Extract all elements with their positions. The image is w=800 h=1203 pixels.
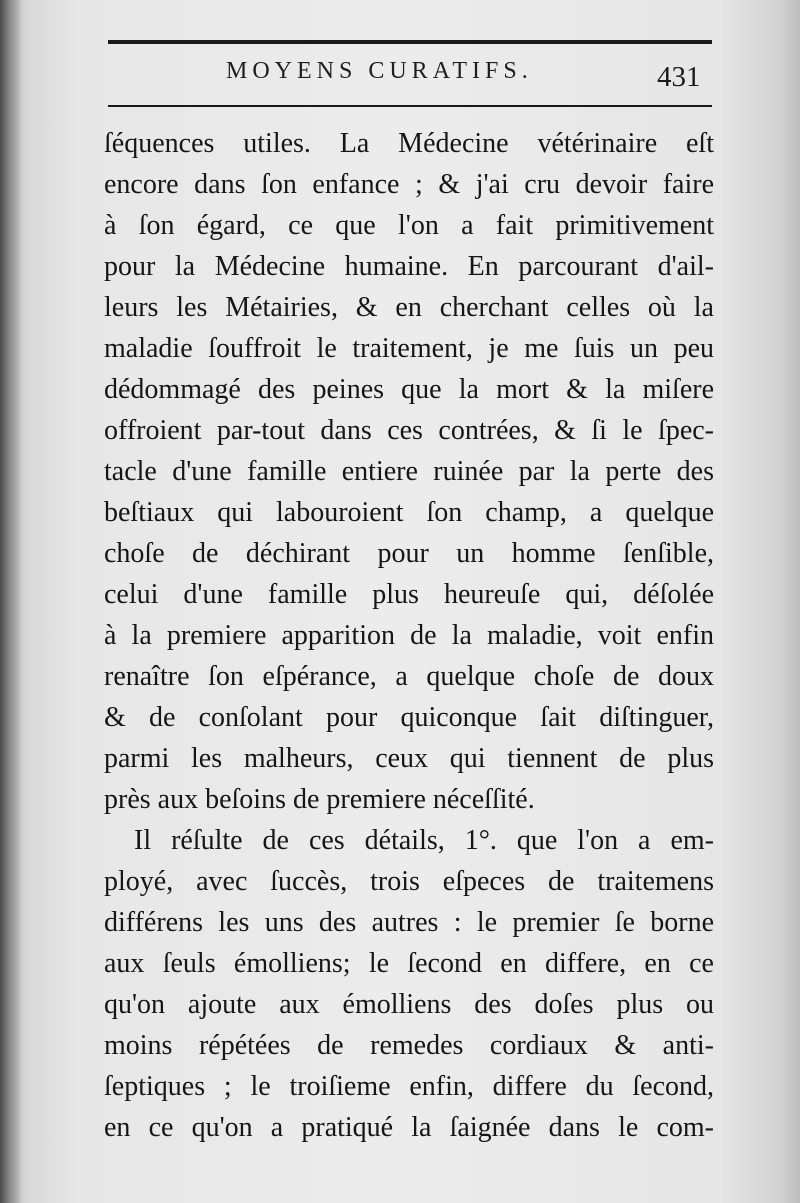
text-line: choſe de déchirant pour un homme ſenſible, xyxy=(104,538,714,569)
running-head: MOYENS CURATIFS. xyxy=(226,58,533,84)
text-line: près aux beſoins de premiere néceſſité. xyxy=(104,784,535,815)
text-line: renaître ſon eſpérance, a quelque choſe de doux xyxy=(104,661,714,692)
text-line: pour la Médecine humaine. En parcourant d'ail- xyxy=(104,251,714,282)
text-line: qu'on ajoute aux émolliens des doſes plus ou xyxy=(104,989,714,1020)
text-line: offroient par-tout dans ces contrées, & ſi le ſpec- xyxy=(104,415,714,446)
text-line: beſtiaux qui labouroient ſon champ, a quelque xyxy=(104,497,714,528)
text-line: celui d'une famille plus heureuſe qui, déſolée xyxy=(104,579,714,610)
text-line: dédommagé des peines que la mort & la miſere xyxy=(104,374,714,405)
header-rule-top xyxy=(108,40,712,44)
page-number: 431 xyxy=(657,61,701,93)
header-rule-bottom xyxy=(108,105,712,107)
text-line: & de conſolant pour quiconque ſait diſtinguer, xyxy=(104,702,714,733)
text-line: tacle d'une famille entiere ruinée par la perte des xyxy=(104,456,714,487)
text-line: à la premiere apparition de la maladie, voit enfin xyxy=(104,620,714,651)
text-line: moins répétées de remedes cordiaux & anti- xyxy=(104,1030,714,1061)
text-line: encore dans ſon enfance ; & j'ai cru devoir faire xyxy=(104,169,714,200)
text-line: ſéquences utiles. La Médecine vétérinaire eſt xyxy=(104,128,714,159)
text-line: parmi les malheurs, ceux qui tiennent de plus xyxy=(104,743,714,774)
text-line: ſeptiques ; le troiſieme enfin, differe du ſecond, xyxy=(104,1071,714,1102)
body-text xyxy=(104,123,714,1148)
text-line: leurs les Métairies, & en cherchant celles où la xyxy=(104,292,714,323)
page-gutter-shadow xyxy=(0,0,22,1203)
text-line: différens les uns des autres : le premier ſe borne xyxy=(104,907,714,938)
text-line: aux ſeuls émolliens; le ſecond en differe, en ce xyxy=(104,948,714,979)
text-line: ployé, avec ſuccès, trois eſpeces de traitemens xyxy=(104,866,714,897)
text-line: en ce qu'on a pratiqué la ſaignée dans le com- xyxy=(104,1112,714,1143)
paragraph-first-line: Il réſulte de ces détails, 1°. que l'on a em- xyxy=(134,825,714,856)
text-line: à ſon égard, ce que l'on a fait primitivement xyxy=(104,210,714,241)
text-line: maladie ſouffroit le traitement, je me ſuis un peu xyxy=(104,333,714,364)
